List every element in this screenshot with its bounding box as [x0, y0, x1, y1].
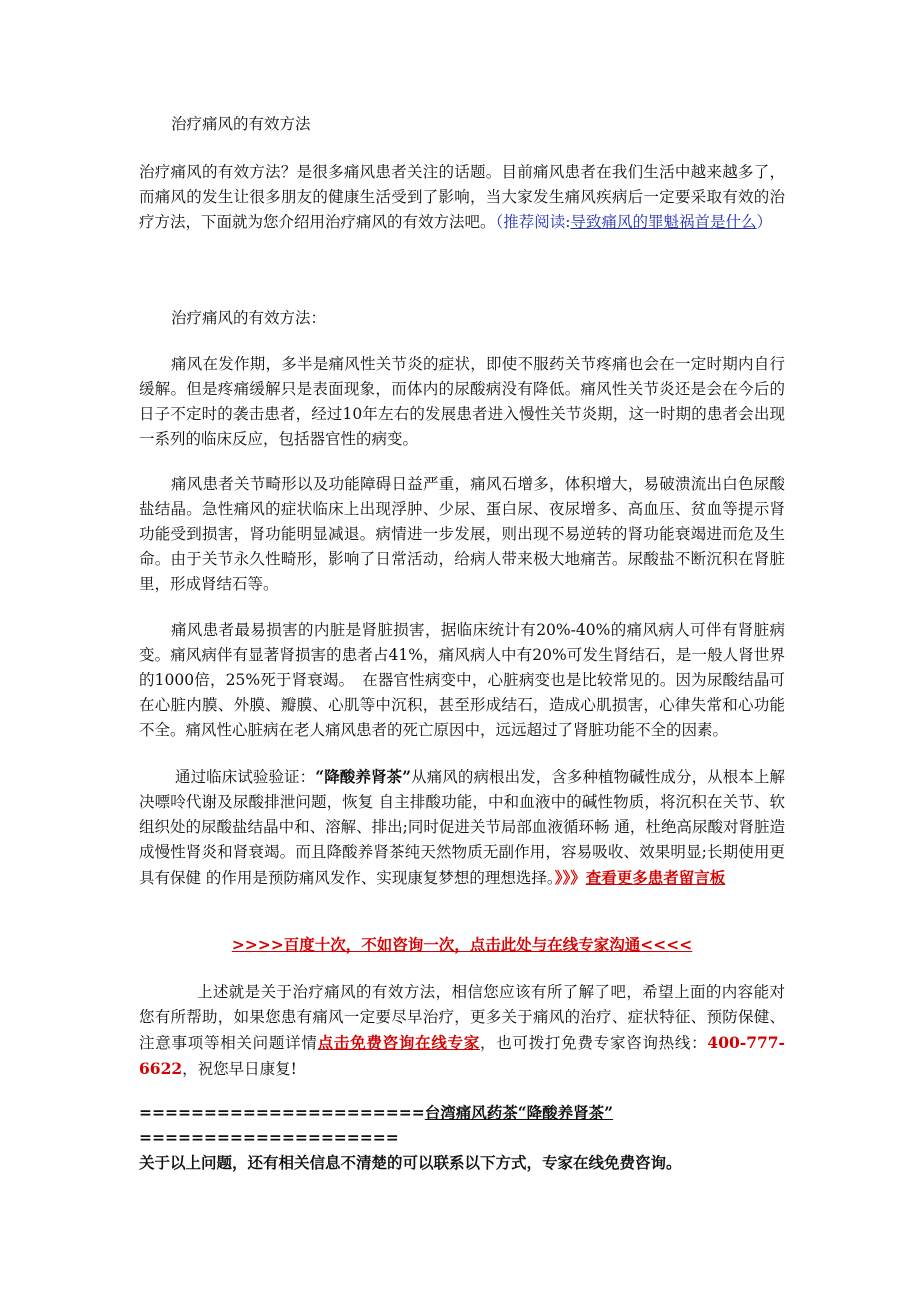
patient-board-link[interactable]: 查看更多患者留言板 — [585, 868, 726, 887]
paragraph-4 — [139, 764, 785, 891]
paragraph-5 — [139, 980, 785, 1082]
recommend-suffix: ） — [756, 213, 773, 231]
paragraph-3: 痛风患者最易损害的内脏是肾脏损害，据临床统计有20%-40%的痛风病人可伴有肾脏病变。痛风病伴有显著肾损害的患者占41%，痛风病人中有20%可发生肾结石，是一般人肾世界的1000倍，25%死于肾衰竭。 在器官性病变中，心脏病变也是比较常见的。因为尿酸结晶可在心脏内膜、外膜、瓣膜、心肌等中沉积，甚至形成结石，造成心肌损害，心律失常和心功能不全。痛风性心脏病在老人痛风患者的死亡原因中，远远超过了肾脏功能不全的因素。 — [139, 621, 785, 739]
consult-banner — [139, 932, 785, 958]
closing-note: 关于以上问题，还有相关信息不清楚的可以联系以下方式，专家在线免费咨询。 — [139, 1153, 682, 1172]
intro-text: 治疗痛风的有效方法？是很多痛风患者关注的话题。目前痛风患者在我们生活中越来越多了，而痛风的发生让很多朋友的健康生活受到了影响，当大家发生痛风疾病后一定要采取有效的治疗方法，下面就为您介绍用治疗痛风的有效方法吧。 — [139, 163, 785, 231]
subheading: 治疗痛风的有效方法： — [171, 309, 327, 327]
para4-prefix: 通过临床试验验证： — [175, 768, 316, 786]
free-consult-link[interactable]: 点击免费咨询在线专家 — [317, 1033, 481, 1052]
separator-line — [139, 1100, 785, 1150]
para5-prefix: 上述就是关于治疗痛风的有效方法，相信您应该有所了解了吧，希望上面的内容能对您有所帮助，如果您患有痛风一定要尽早治疗，更多关于痛风的治疗、症状特征、预防保健、注意事项等相关问题详情 — [139, 983, 785, 1052]
intro-paragraph — [139, 160, 785, 235]
product-name: “降酸养肾茶” — [315, 767, 412, 786]
recommend-link[interactable]: 导致痛风的罪魁祸首是什么 — [570, 213, 757, 231]
arrow-marks: 》》》 — [554, 868, 586, 887]
para5-suffix: ，祝您早日康复! — [182, 1060, 297, 1078]
recommend-prefix: （推荐阅读: — [495, 213, 571, 231]
paragraph-2: 痛风患者关节畸形以及功能障碍日益严重，痛风石增多，体积增大，易破溃流出白色尿酸盐结晶。急性痛风的症状临床上出现浮肿、少尿、蛋白尿、夜尿增多、高血压、贫血等提示肾功能受到损害，肾功能明显减退。病情进一步发展，则出现不易逆转的肾功能衰竭进而危及生命。由于关节永久性畸形，影响了日常活动，给病人带来极大地痛苦。尿酸盐不断沉积在肾脏里，形成肾结石等。 — [139, 475, 785, 593]
para4-body: 从痛风的病根出发，含多种植物碱性成分，从根本上解决嘌呤代谢及尿酸排泄问题，恢复 自主排酸功能，中和血液中的碱性物质，将沉积在关节、软组织处的尿酸盐结晶中和、溶解、排出;同时促进关节局部血液循环畅 通，杜绝高尿酸对肾脏造成慢性肾炎和肾衰竭。而且降酸养肾茶纯天然物质无副作用，容易吸收、效果明显;长期使用更具有保健 的作用是预防痛风发作、实现康复梦想的理想选择。 — [139, 768, 785, 887]
separator-right: ==================== — [139, 1128, 399, 1147]
para5-middle: ，也可拨打免费专家咨询热线： — [480, 1034, 708, 1052]
consult-expert-link[interactable]: >>>>百度十次，不如咨询一次，点击此处与在线专家沟通<<<< — [231, 935, 693, 954]
hotline-number: 400-777-6622 — [139, 1033, 785, 1078]
product-title-link[interactable]: 台湾痛风药茶“降酸养肾茶” — [424, 1103, 614, 1122]
paragraph-1: 痛风在发作期，多半是痛风性关节炎的症状，即使不服药关节疼痛也会在一定时期内自行缓解。但是疼痛缓解只是表面现象，而体内的尿酸病没有降低。痛风性关节炎还是会在今后的日子不定时的袭击患者，经过10年左右的发展患者进入慢性关节炎期，这一时期的患者会出现一系列的临床反应，包括器官性的病变。 — [139, 355, 785, 448]
separator-left: ====================== — [139, 1103, 425, 1122]
page-title: 治疗痛风的有效方法 — [171, 115, 311, 133]
